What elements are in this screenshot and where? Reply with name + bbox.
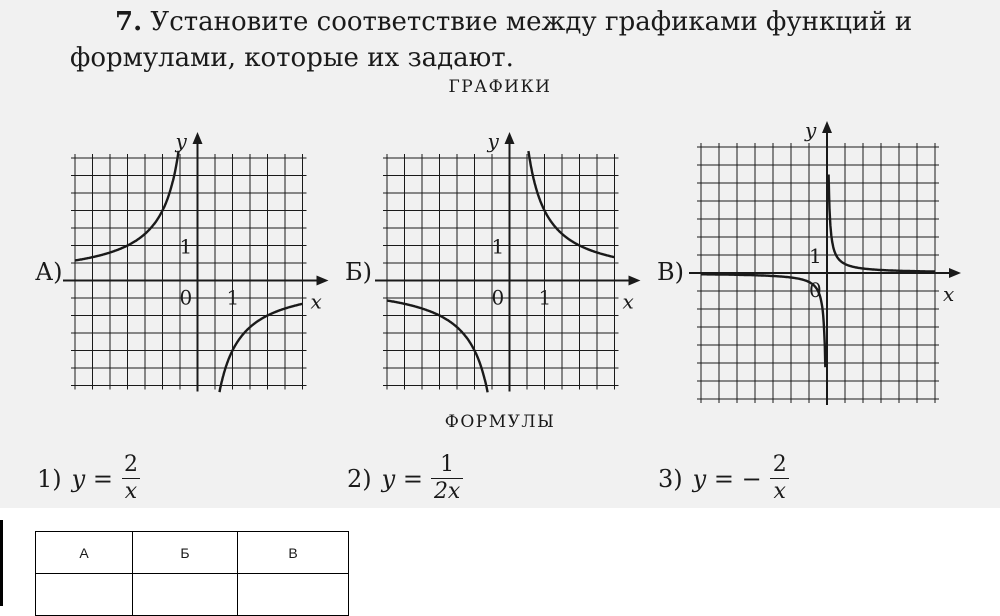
- origin-label: 0: [179, 285, 193, 310]
- hyperbola-branch: [528, 151, 614, 257]
- answer-header-b: Б: [133, 532, 238, 574]
- x-unit-label: 1: [226, 285, 240, 310]
- formula-lhs: y = −: [692, 464, 762, 493]
- graph-c: [686, 110, 966, 405]
- y-axis-arrow-icon: [193, 132, 203, 144]
- y-unit-label: 1: [809, 244, 822, 268]
- graph-a-label: А): [35, 258, 63, 286]
- formula-fraction: [431, 452, 463, 505]
- formulas-heading: ФОРМУЛЫ: [444, 412, 556, 432]
- x-axis-label: x: [622, 289, 634, 314]
- answer-cell-c[interactable]: [238, 574, 349, 616]
- formula-lhs: y =: [381, 464, 423, 493]
- formula-index: 3): [658, 464, 683, 493]
- x-axis-label: x: [310, 289, 322, 314]
- y-unit-label: 1: [491, 234, 505, 259]
- answer-table: [35, 531, 349, 616]
- graph-b-label: Б): [345, 258, 372, 286]
- answer-header-a: А: [36, 532, 133, 574]
- answer-table-header-row: [36, 532, 349, 574]
- hyperbola-branch: [220, 304, 303, 392]
- graph-c-label: В): [657, 258, 684, 286]
- graph-b: [372, 120, 657, 400]
- task-statement: [70, 4, 970, 76]
- formula-lhs: y =: [71, 464, 113, 493]
- formula-1: [37, 452, 141, 505]
- formula-3: [658, 452, 790, 505]
- y-axis-label: y: [487, 129, 499, 153]
- x-unit-label: 1: [538, 285, 552, 310]
- origin-label: 0: [491, 285, 505, 310]
- y-unit-label: 1: [179, 234, 193, 259]
- formula-numerator: 2: [772, 452, 787, 477]
- y-axis-arrow-icon: [505, 132, 515, 144]
- hyperbola-branch: [701, 274, 825, 367]
- formula-index: 2): [347, 464, 372, 493]
- answer-header-c: В: [238, 532, 349, 574]
- answer-cell-a[interactable]: [36, 574, 133, 616]
- graph-a: [60, 120, 345, 400]
- formula-fraction: [770, 452, 790, 505]
- graphs-heading: ГРАФИКИ: [448, 77, 552, 97]
- hyperbola-branch: [387, 301, 488, 393]
- y-axis-label: y: [805, 118, 817, 142]
- formula-denominator: x: [122, 478, 140, 505]
- x-axis-arrow-icon: [949, 268, 961, 278]
- formula-fraction: [121, 452, 141, 505]
- y-axis-arrow-icon: [822, 121, 832, 133]
- formula-numerator: 1: [440, 452, 455, 477]
- formula-index: 1): [37, 464, 62, 493]
- answer-table-input-row: [36, 574, 349, 616]
- formula-2: [347, 452, 463, 505]
- x-axis-label: x: [943, 282, 955, 306]
- answer-cell-b[interactable]: [133, 574, 238, 616]
- y-axis-label: y: [175, 129, 187, 153]
- formula-numerator: 2: [123, 452, 138, 477]
- margin-mark: [0, 520, 3, 606]
- origin-label: 0: [809, 278, 822, 302]
- formula-denominator: x: [770, 478, 788, 505]
- formula-denominator: 2x: [431, 478, 463, 505]
- x-axis-arrow-icon: [317, 276, 329, 286]
- task-number: 7.: [115, 7, 143, 37]
- x-axis-arrow-icon: [629, 276, 641, 286]
- task-text: Установите соответствие между графиками функций и формулами, которые их задают.: [70, 7, 913, 73]
- hyperbola-branch: [75, 151, 179, 261]
